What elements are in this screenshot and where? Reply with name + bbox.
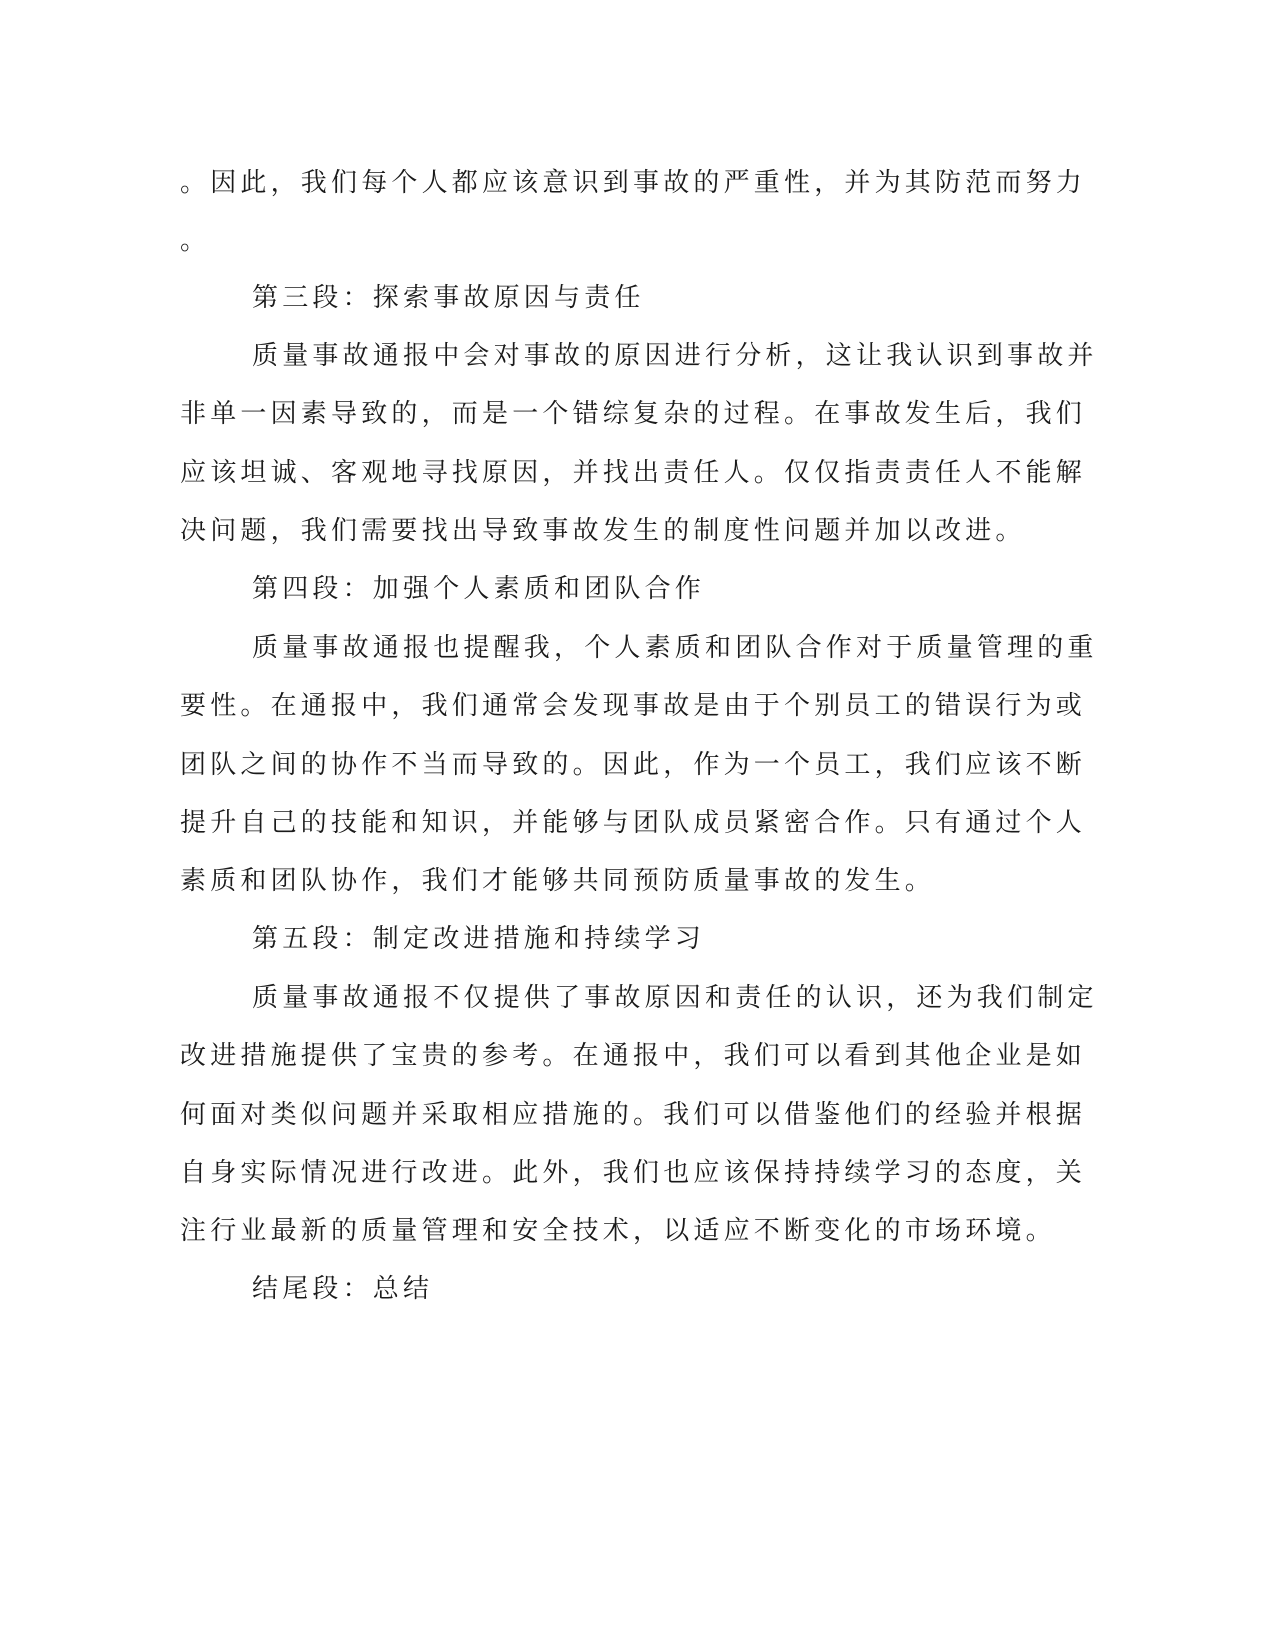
body-text-line: 改进措施提供了宝贵的参考。在通报中，我们可以看到其他企业是如 bbox=[180, 1041, 1087, 1071]
section-heading-4: 第四段：加强个人素质和团队合作 bbox=[252, 574, 706, 604]
body-text-line: 团队之间的协作不当而导致的。因此，作为一个员工，我们应该不断 bbox=[180, 750, 1087, 780]
section-heading-5: 第五段：制定改进措施和持续学习 bbox=[252, 924, 706, 954]
paragraph-start-line: 质量事故通报中会对事故的原因进行分析，这让我认识到事故并 bbox=[252, 341, 1098, 371]
body-text-line: 非单一因素导致的，而是一个错综复杂的过程。在事故发生后，我们 bbox=[180, 399, 1087, 429]
paragraph-start-line: 质量事故通报也提醒我，个人素质和团队合作对于质量管理的重 bbox=[252, 633, 1098, 663]
section-heading-conclusion: 结尾段：总结 bbox=[252, 1274, 434, 1304]
body-text-line: 素质和团队协作，我们才能够共同预防质量事故的发生。 bbox=[180, 866, 936, 896]
paragraph-start-line: 质量事故通报不仅提供了事故原因和责任的认识，还为我们制定 bbox=[252, 983, 1098, 1013]
body-text-line: 自身实际情况进行改进。此外，我们也应该保持持续学习的态度，关 bbox=[180, 1158, 1087, 1188]
body-text-line: 。 bbox=[180, 226, 211, 256]
body-text-line: 何面对类似问题并采取相应措施的。我们可以借鉴他们的经验并根据 bbox=[180, 1100, 1087, 1130]
body-text-line: 应该坦诚、客观地寻找原因，并找出责任人。仅仅指责责任人不能解 bbox=[180, 458, 1087, 488]
section-heading-3: 第三段：探索事故原因与责任 bbox=[252, 283, 645, 313]
body-text-line: 提升自己的技能和知识，并能够与团队成员紧密合作。只有通过个人 bbox=[180, 808, 1087, 838]
body-text-line: 要性。在通报中，我们通常会发现事故是由于个别员工的错误行为或 bbox=[180, 691, 1087, 721]
body-text-line: 决问题，我们需要找出导致事故发生的制度性问题并加以改进。 bbox=[180, 516, 1026, 546]
body-text-line: 。因此，我们每个人都应该意识到事故的严重性，并为其防范而努力 bbox=[180, 168, 1087, 198]
body-text-line: 注行业最新的质量管理和安全技术，以适应不断变化的市场环境。 bbox=[180, 1216, 1056, 1246]
